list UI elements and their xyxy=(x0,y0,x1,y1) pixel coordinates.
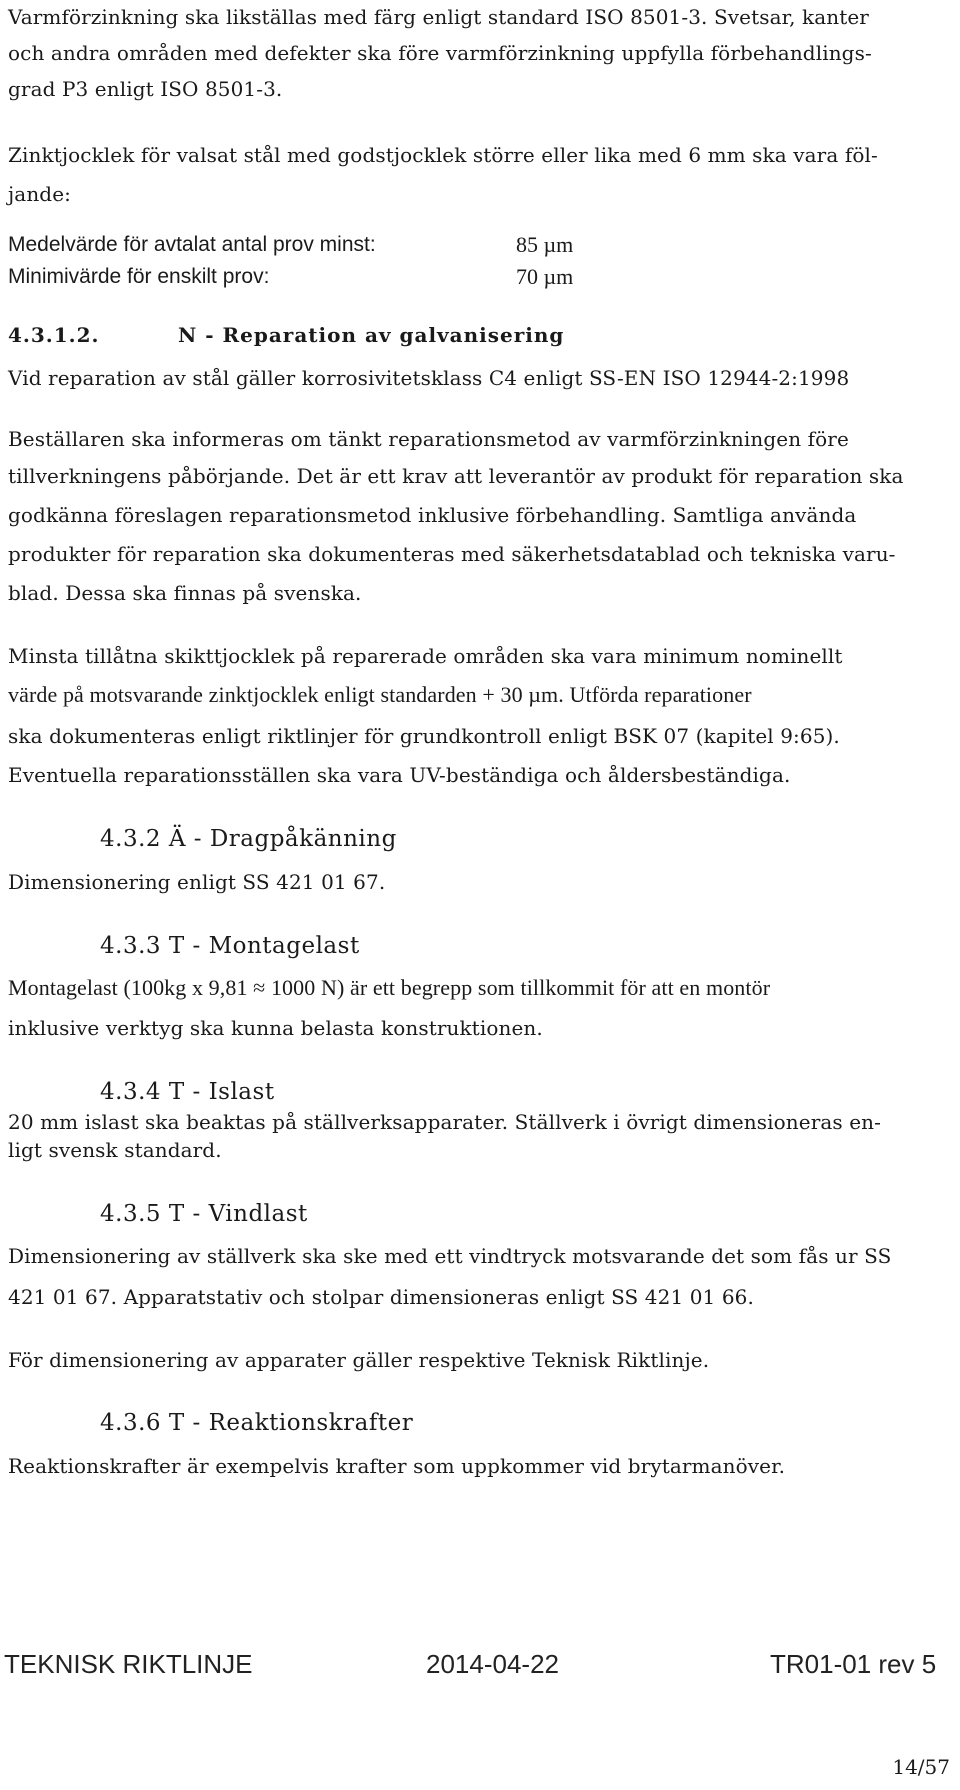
section-4312-p3-line-2: värde på motsvarande zinktjocklek enligt standarden + 30 µm. Utförda reparationer xyxy=(8,682,752,707)
section-4312-title: N - Reparation av galvanisering xyxy=(178,323,565,347)
section-432-heading: 4.3.2 Ä - Dragpåkänning xyxy=(100,826,397,852)
section-4312-p3-line-4: Eventuella reparationsställen ska vara UV-beständiga och åldersbeständiga. xyxy=(8,763,791,787)
section-4312-number: 4.3.1.2. xyxy=(8,323,100,347)
section-433-line-2: inklusive verktyg ska kunna belasta konstruktionen. xyxy=(8,1016,543,1040)
section-4312-p3-line-1: Minsta tillåtna skikttjocklek på reparerade områden ska vara minimum nominellt xyxy=(8,644,843,668)
average-value: 85 µm xyxy=(516,232,574,257)
section-4312-p3-line-3: ska dokumenteras enligt riktlinjer för grundkontroll enligt BSK 07 (kapitel 9:65). xyxy=(8,724,840,748)
section-436-body: Reaktionskrafter är exempelvis krafter som uppkommer vid brytarmanöver. xyxy=(8,1454,786,1478)
section-432-body: Dimensionering enligt SS 421 01 67. xyxy=(8,870,386,894)
section-4312-p2-line-2: tillverkningens påbörjande. Det är ett krav att leverantör av produkt för reparation ska xyxy=(8,464,904,488)
section-433-heading: 4.3.3 T - Montagelast xyxy=(100,933,360,959)
section-435-line-2: 421 01 67. Apparatstativ och stolpar dimensioneras enligt SS 421 01 66. xyxy=(8,1285,754,1309)
minimum-value: 70 µm xyxy=(516,264,574,289)
section-4312-p2-line-3: godkänna föreslagen reparationsmetod inklusive förbehandling. Samtliga använda xyxy=(8,503,857,527)
section-4312-p2-line-4: produkter för reparation ska dokumenteras med säkerhetsdatablad och tekniska varu- xyxy=(8,542,896,566)
footer-date: 2014-04-22 xyxy=(426,1649,559,1679)
section-434-line-1: 20 mm islast ska beaktas på ställverksapparater. Ställverk i övrigt dimensioneras en- xyxy=(8,1110,881,1134)
section-4312-p2-line-5: blad. Dessa ska finnas på svenska. xyxy=(8,581,362,605)
intro-line-2: och andra områden med defekter ska före varmförzinkning uppfylla förbehandlings- xyxy=(8,41,872,65)
section-433-line-1: Montagelast (100kg x 9,81 ≈ 1000 N) är ett begrepp som tillkommit för att en montör xyxy=(8,975,771,1000)
section-4312-p2-line-1: Beställaren ska informeras om tänkt reparationsmetod av varmförzinkningen före xyxy=(8,427,849,451)
footer-doc-id: TR01-01 rev 5 xyxy=(770,1649,937,1679)
section-434-heading: 4.3.4 T - Islast xyxy=(100,1079,275,1105)
minimum-value-label: Minimivärde för enskilt prov: xyxy=(8,265,270,288)
page-number: 14/57 xyxy=(892,1755,950,1779)
zinc-line-2: jande: xyxy=(8,182,71,206)
section-4312-p1: Vid reparation av stål gäller korrosivitetsklass C4 enligt SS-EN ISO 12944-2:1998 xyxy=(8,366,850,390)
zinc-line-1: Zinktjocklek för valsat stål med godstjocklek större eller lika med 6 mm ska vara föl- xyxy=(8,143,878,167)
average-value-label: Medelvärde för avtalat antal prov minst: xyxy=(8,233,376,256)
section-434-line-2: ligt svensk standard. xyxy=(8,1138,222,1162)
intro-line-1: Varmförzinkning ska likställas med färg enligt standard ISO 8501-3. Svetsar, kanter xyxy=(8,5,869,29)
section-435-line-1: Dimensionering av ställverk ska ske med ett vindtryck motsvarande det som fås ur SS xyxy=(8,1244,892,1268)
intro-line-3: grad P3 enligt ISO 8501-3. xyxy=(8,77,283,101)
section-435-p2: För dimensionering av apparater gäller respektive Teknisk Riktlinje. xyxy=(8,1348,710,1372)
footer-title: TEKNISK RIKTLINJE xyxy=(4,1649,253,1679)
section-435-heading: 4.3.5 T - Vindlast xyxy=(100,1201,308,1227)
section-436-heading: 4.3.6 T - Reaktionskrafter xyxy=(100,1410,414,1436)
